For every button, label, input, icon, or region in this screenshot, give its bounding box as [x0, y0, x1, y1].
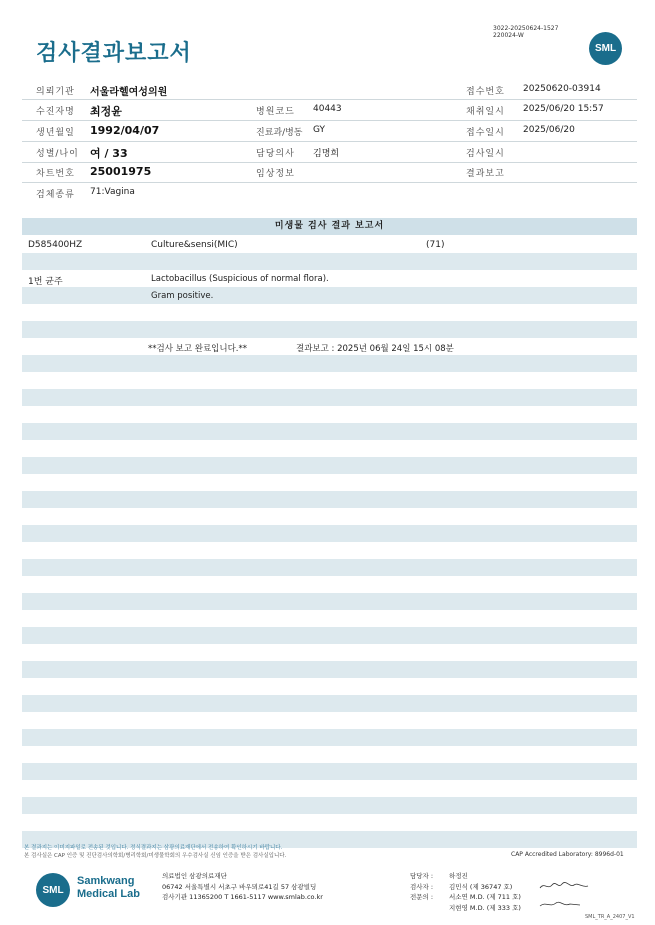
staff-name: 지현영 M.D. (제 333 호)	[449, 903, 521, 912]
sml-footer-logo-icon: SML	[36, 873, 70, 907]
test-name: Culture&sensi(MIC)	[151, 240, 238, 250]
organization-name: 의료법인 삼광의료재단	[162, 872, 227, 880]
staff-name: 하정진	[449, 872, 468, 880]
staff-role	[410, 903, 445, 914]
organization-contact: 검사기관 11365200 T 1661-5117 www.smlab.co.kr	[162, 893, 323, 901]
staff-roles	[410, 871, 445, 913]
brand-name	[77, 875, 140, 901]
result-stripe-row	[22, 695, 637, 712]
page-title: 검사결과보고서	[36, 41, 192, 66]
label-specimen-type: 검체종류	[36, 190, 75, 200]
value-receipt-number: 20250620-03914	[523, 84, 601, 94]
staff-role: 검사자 :	[410, 882, 434, 891]
result-stripe-row	[22, 763, 637, 780]
value-receipt-time: 2025/06/20	[523, 125, 575, 135]
document-id-line2: 220024-W	[493, 32, 524, 39]
sml-logo-icon: SML	[589, 32, 622, 65]
result-stripe-row	[22, 797, 637, 814]
label-department: 진료과/병동	[256, 128, 303, 138]
staff-name: 김민식 (제 36747 호)	[449, 882, 513, 891]
signature-1-icon	[538, 880, 593, 892]
result-stripe-row	[22, 355, 637, 372]
result-gram: Gram positive.	[151, 291, 214, 301]
document-id-line1: 3022-20250624-1527	[493, 25, 559, 32]
section-title: 미생물 검사 결과 보고서	[22, 218, 637, 235]
label-result-report: 결과보고	[466, 169, 505, 179]
label-receipt-time: 접수일시	[466, 128, 505, 138]
divider	[22, 182, 637, 183]
staff-role: 전문의 :	[410, 893, 434, 901]
value-collection-time: 2025/06/20 15:57	[523, 104, 604, 114]
label-patient-name: 수진자명	[36, 107, 75, 117]
divider	[22, 99, 637, 100]
result-stripe-row	[22, 729, 637, 746]
value-specimen-type: 71:Vagina	[90, 187, 135, 197]
organization-address: 06742 서울특별시 서초구 바우뫼로41길 57 삼광빌딩	[162, 882, 317, 891]
staff-role: 담당자 :	[410, 872, 434, 880]
report-complete-text: **검사 보고 완료입니다.**	[148, 344, 248, 354]
label-clinical-info: 임상정보	[256, 169, 295, 179]
result-stripe-row	[22, 525, 637, 542]
staff-names	[449, 871, 521, 913]
test-code: D585400HZ	[28, 240, 83, 250]
staff-name: 서소연 M.D. (제 711 호)	[449, 893, 521, 901]
footer-note-cap: 본 검사실은 CAP 인증 및 진단검사의학회/병리학회/미생물학회의 우수검사실 신임 인증을 받은 검사실입니다.	[24, 853, 287, 859]
brand-line1: Samkwang	[77, 875, 135, 887]
value-hospital: 서울라헬여성의원	[90, 87, 168, 98]
value-patient-name: 최정윤	[90, 105, 122, 118]
footer-note-image: 본 결과지는 이미지파일로 전송된 것입니다. 정식결과지는 삼광의료재단에서 전송하여 확인하시기 바랍니다.	[24, 845, 283, 851]
divider	[22, 162, 637, 163]
result-organism: Lactobacillus (Suspicious of normal flora).	[151, 274, 329, 284]
label-collection-time: 채취일시	[466, 107, 505, 117]
label-hospital-code: 병원코드	[256, 107, 295, 117]
report-time: 결과보고 : 2025년 06월 24일 15시 08분	[296, 344, 454, 354]
document-id	[493, 25, 558, 39]
divider	[22, 120, 637, 121]
value-birthdate: 1992/04/07	[90, 124, 160, 137]
result-stripe-row	[22, 457, 637, 474]
label-birthdate: 생년월일	[36, 128, 75, 138]
label-doctor: 담당의사	[256, 149, 295, 159]
label-test-time: 검사일시	[466, 149, 505, 159]
divider	[22, 141, 637, 142]
signature-2-icon	[538, 898, 583, 910]
result-stripe-row	[22, 593, 637, 610]
cap-accreditation: CAP Accredited Laboratory: 8996d-01	[511, 851, 624, 858]
result-stripe-row	[22, 253, 637, 270]
result-stripe-row	[22, 661, 637, 678]
organization-info	[162, 871, 323, 903]
test-number: (71)	[426, 240, 445, 250]
result-stripe-row	[22, 491, 637, 508]
label-hospital: 의뢰기관	[36, 87, 75, 97]
result-stripe-row	[22, 627, 637, 644]
label-chart-number: 차트번호	[36, 169, 75, 179]
result-stripe-row	[22, 287, 637, 304]
result-stripe-row	[22, 559, 637, 576]
colony-label: 1번 균주	[28, 277, 63, 287]
label-receipt-number: 접수번호	[466, 87, 505, 97]
value-sex-age: 여 / 33	[90, 147, 128, 160]
result-stripe-row	[22, 423, 637, 440]
value-hospital-code: 40443	[313, 104, 342, 114]
value-department: GY	[313, 125, 326, 135]
brand-line2: Medical Lab	[77, 888, 140, 900]
value-doctor: 김명희	[313, 149, 340, 159]
result-stripe-row	[22, 389, 637, 406]
result-stripe-row	[22, 321, 637, 338]
form-code: SML_TR_A_2407_V1	[585, 914, 635, 920]
value-chart-number: 25001975	[90, 165, 152, 178]
label-sex-age: 성별/나이	[36, 149, 79, 159]
